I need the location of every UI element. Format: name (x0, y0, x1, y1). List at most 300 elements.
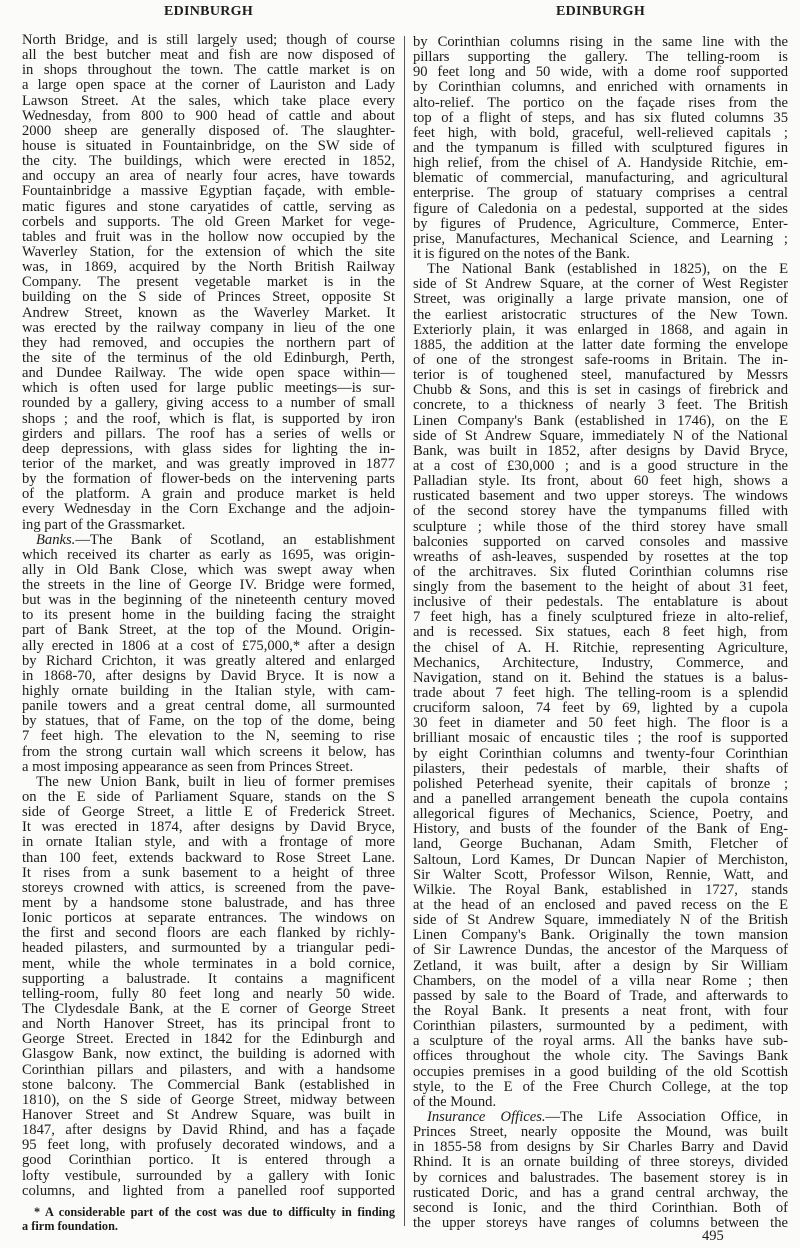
text-line (22, 472, 395, 487)
text-line (22, 896, 395, 911)
text-line (22, 245, 395, 260)
text-line (22, 1169, 395, 1184)
line-text: telling-room, fully 80 feet long and nearly 50 wide. (22, 985, 395, 1002)
line-text: figure of Caledonia on a pedestal, supported at the sides (413, 200, 788, 217)
line-text: Bank, was built in 1852, after designs by David Bryce, (413, 442, 788, 459)
line-text: by eight Corinthian columns and twenty-four Corinthian (413, 745, 788, 762)
line-text: in 1855-58 from designs by Sir Charles Barry and David (413, 1139, 788, 1156)
line-text: to its present home in the building facing the straight (22, 607, 395, 624)
line-text: The National Bank (established in 1825), on the E (427, 261, 788, 278)
line-text: History, and busts of the founder of the Bank of Eng- (413, 821, 788, 838)
text-line (413, 217, 788, 232)
line-text: high relief, from the chisel of A. Handyside Ritchie, em- (413, 155, 788, 172)
line-text: by Corinthian columns, and enriched with ornaments in (413, 79, 788, 96)
line-text: cruciform saloon, 74 feet by 69, lighted by a cupola (413, 700, 788, 717)
line-text: pilasters, their pedestals of marble, their shafts of (413, 760, 788, 777)
text-line (413, 837, 788, 852)
line-text: second is Ionic, and the third Corinthian. Both of (413, 1199, 788, 1216)
line-text: ally erected in 1806 at a cost of £75,000,* after a design (22, 637, 395, 654)
text-line (22, 1184, 395, 1199)
text-line (413, 1201, 788, 1216)
line-text: good Corinthian portico. It is entered through a (22, 1152, 395, 1169)
line-text: of the architraves. Six fluted Corinthian columns rise (413, 563, 788, 580)
line-text: a large open space at the corner of Lauriston and Lady (22, 77, 395, 94)
text-line (413, 80, 788, 95)
line-text: every Wednesday in the Corn Exchange and the adjoin- (22, 501, 395, 518)
text-line (22, 1032, 395, 1047)
text-line (22, 1093, 395, 1108)
line-text: which received its charter as early as 1695, was origin- (22, 546, 395, 563)
line-text: —The Life Association Office, in (545, 1108, 788, 1125)
text-line (22, 381, 395, 396)
text-line (413, 1186, 788, 1201)
line-text: the site of the terminus of the old Edinburgh, Perth, (22, 349, 395, 366)
text-line (22, 533, 395, 548)
line-text: terior is of toughened steel, manufactured by Messrs (413, 367, 788, 384)
text-line (413, 35, 788, 50)
line-text: shops ; and the roof, which is flat, is supported by iron (22, 410, 395, 427)
text-line (413, 1080, 788, 1095)
line-text: 1885, the addition at the latter date forming the envelope (413, 336, 788, 353)
text-line (22, 502, 395, 517)
line-text: building on the S side of Princes Street, opposite St (22, 289, 395, 306)
text-line (22, 518, 395, 533)
text-line (22, 820, 395, 835)
line-text: The Clydesdale Bank, at the E corner of George Street (22, 1001, 395, 1017)
text-line (413, 186, 788, 201)
line-text: ment, while the whole terminates in a bold cornice, (22, 955, 395, 972)
text-line (413, 974, 788, 989)
text-line (22, 1153, 395, 1168)
text-line (22, 911, 395, 926)
text-line (22, 745, 395, 760)
text-line (413, 928, 788, 943)
text-line (22, 578, 395, 593)
line-text: ally in Old Bank Close, which was swept away when (22, 561, 395, 578)
text-line (413, 610, 788, 625)
line-text: 90 feet long and 50 wide, with a dome roof supported (413, 64, 788, 81)
line-text: in 1868-70, after designs by David Bryce. It is now a (22, 667, 395, 684)
text-line (22, 866, 395, 881)
text-line (413, 368, 788, 383)
line-text: balconies supported on carved consoles and massive (413, 533, 788, 550)
text-line (413, 701, 788, 716)
text-line (413, 383, 788, 398)
line-text: 1810), on the S side of George Street, midway between (22, 1091, 395, 1108)
text-line (22, 881, 395, 896)
text-line (22, 608, 395, 623)
text-line (22, 427, 395, 442)
line-text: 7 feet high. The elevation to the N, seeming to rise (22, 728, 395, 745)
text-line (22, 109, 395, 124)
line-text: side of St Andrew Square, at the corner of West Register (413, 276, 788, 293)
text-line (22, 987, 395, 1002)
line-text: and occupy an area of nearly four acres, have towards (22, 168, 395, 185)
line-text: the chisel of A. H. Ritchie, representing Agriculture, (413, 639, 788, 656)
text-line (22, 1002, 395, 1017)
line-text: was erected by the railway company in lieu of the one (22, 319, 395, 336)
text-line (413, 747, 788, 762)
line-text: columns, and lighted from a panelled roof supported (22, 1182, 395, 1199)
text-line (413, 202, 788, 217)
line-text: girders and pillars. The roof has a series of wells or (22, 425, 395, 442)
text-line (413, 883, 788, 898)
text-line (413, 1019, 788, 1034)
text-line (22, 154, 395, 169)
line-text: —The Bank of Scotland, an establishment (75, 531, 395, 548)
text-line (413, 323, 788, 338)
line-text: wreaths of ash-leaves, suspended by rosettes at the top (413, 548, 788, 565)
text-line (413, 913, 788, 928)
text-line (413, 1140, 788, 1155)
text-line (22, 790, 395, 805)
text-line (413, 580, 788, 595)
line-text: terior of the market, and was greatly improved in 1877 (22, 455, 395, 472)
line-text: highly ornate building in the Italian style, with cam- (22, 683, 395, 700)
line-text: Exteriorly plain, it was enlarged in 1868, and again in (413, 321, 788, 338)
text-line (22, 1078, 395, 1093)
line-text: top of a flight of steps, and has six fluted columns 35 (413, 109, 788, 126)
text-line (22, 729, 395, 744)
line-text: and the tympanum is filled with sculptured figures in (413, 139, 788, 156)
line-text: It was erected in 1874, after designs by David Bryce, (22, 819, 395, 836)
text-line (22, 1123, 395, 1138)
column-divider (404, 36, 405, 1226)
line-text: the streets in the line of George IV. Bridge were formed, (22, 577, 395, 594)
text-line (413, 550, 788, 565)
text-line (22, 457, 395, 472)
footnote-line: * A considerable part of the cost was due to difficulty in finding (34, 1205, 395, 1219)
text-line (413, 943, 788, 958)
line-text: Chubb & Sons, and this is set in casings of firebrick and (413, 382, 788, 399)
line-text: North Bridge, and is still largely used; though of course (22, 32, 395, 48)
text-line (413, 1110, 788, 1125)
line-text: trade about 7 feet high. The telling-room is a splendid (413, 685, 788, 702)
line-text: ment by a handsome stone balustrade, and has three (22, 895, 395, 912)
line-text: stone balcony. The Commercial Bank (established in (22, 1076, 395, 1093)
text-column-right (413, 35, 788, 1231)
running-header-left: EDINBURGH (163, 4, 254, 19)
line-text: all the best butcher meat and fish are now disposed of (22, 47, 395, 64)
text-line (413, 156, 788, 171)
text-line (413, 65, 788, 80)
line-text: prise, Manufactures, Mechanical Science, and Learning ; (413, 230, 788, 247)
line-text: Princes Street, nearly opposite the Mound, was built (413, 1124, 788, 1141)
line-text: in ornate Italian style, and with a frontage of more (22, 834, 395, 851)
text-line (22, 184, 395, 199)
text-line (22, 487, 395, 502)
line-text: of Sir Lawrence Dundas, the ancestor of the Marquess of (413, 942, 788, 959)
text-line (22, 775, 395, 790)
line-text: but was in the beginning of the nineteenth century moved (22, 592, 395, 609)
line-text: by statues, that of Fame, on the top of the dome, being (22, 713, 395, 730)
text-line (22, 1108, 395, 1123)
line-text: alto-relief. The portico on the façade rises from the (413, 94, 788, 111)
line-text: the city. The buildings, which were erected in 1852, (22, 153, 395, 170)
text-line (413, 126, 788, 141)
line-text: side of George Street, a little E of Frederick Street. (22, 804, 395, 821)
text-line (22, 760, 395, 775)
text-line (413, 1004, 788, 1019)
text-line (22, 926, 395, 941)
line-text: a most imposing appearance as seen from Princes Street. (22, 758, 354, 775)
line-text: Sir Walter Scott, Professor Wilson, Rennie, Watt, and (413, 866, 788, 883)
text-line (413, 989, 788, 1004)
line-text: lofty vestibule, surrounded by a gallery with Ionic (22, 1167, 395, 1184)
line-text: side of St Andrew Square, immediately N of the National (413, 427, 788, 444)
text-line (22, 835, 395, 850)
line-text: rusticated basement and two upper storeys. The windows (413, 488, 788, 505)
text-line (22, 957, 395, 972)
line-text: Corinthian pilasters, surmounted by a pediment, with (413, 1018, 788, 1035)
line-text: house is situated in Fountainbridge, on the SW side of (22, 137, 395, 154)
line-text: style, to the E of the Free Church College, at the top (413, 1078, 788, 1095)
line-text: Lawson Street. At the sales, which take place every (22, 92, 395, 109)
line-text: allegorical figures of Mechanics, Science, Poetry, and (413, 806, 788, 823)
text-line (22, 396, 395, 411)
text-line (413, 716, 788, 731)
text-line (22, 563, 395, 578)
line-text: blematic of commercial, manufacturing, and agricultural (413, 170, 788, 187)
text-line (22, 260, 395, 275)
line-text: and Dundee Railway. The wide open space within— (22, 365, 395, 382)
text-line (413, 353, 788, 368)
text-line (413, 50, 788, 65)
text-line (413, 247, 788, 262)
text-line (413, 398, 788, 413)
section-heading: Banks. (36, 531, 76, 548)
line-text: 1847, after designs by David Rhind, and has a façade (22, 1122, 395, 1139)
line-text: at the head of an enclosed and paved recess on the E (413, 897, 788, 914)
line-text: 30 feet in diameter and 50 feet high. The floor is a (413, 715, 788, 732)
text-line (413, 338, 788, 353)
text-line (413, 656, 788, 671)
text-line (413, 504, 788, 519)
line-text: Street, was originally a large private mansion, one of (413, 291, 788, 308)
text-line (413, 277, 788, 292)
text-line (22, 230, 395, 245)
text-line (22, 639, 395, 654)
line-text: Andrew Street, known as the Waverley Market. It (22, 304, 395, 321)
running-header-right: EDINBURGH (555, 4, 646, 19)
line-text: pillars supporting the gallery. The telling-room is (413, 49, 788, 66)
line-text: by Corinthian columns rising in the same line with the (413, 34, 788, 50)
line-text: of the second storey have the tympanums filled with (413, 503, 788, 520)
line-text: the upper storeys have ranges of columns between the (413, 1214, 788, 1231)
text-line (413, 444, 788, 459)
line-text: Mechanics, Architecture, Industry, Commerce, and (413, 654, 788, 671)
text-line (22, 548, 395, 563)
line-text: panile towers and a great central dome, all surmounted (22, 698, 395, 715)
line-text: The new Union Bank, built in lieu of former premises (36, 773, 395, 790)
line-text: offices throughout the whole city. The Savings Bank (413, 1048, 788, 1065)
line-text: Company. The present vegetable market is in the (22, 274, 395, 291)
text-line (22, 139, 395, 154)
text-line (413, 853, 788, 868)
line-text: and North Hanover Street, has its principal front to (22, 1016, 395, 1033)
text-line (413, 414, 788, 429)
line-text: land, George Buchanan, Adam Smith, Fletcher of (413, 836, 788, 853)
text-line (22, 215, 395, 230)
text-line (413, 1216, 788, 1231)
line-text: of the Mound. (413, 1093, 497, 1110)
text-line (22, 941, 395, 956)
line-text: Corinthian pillars and pilasters, and with a handsome (22, 1061, 395, 1078)
line-text: rounded by a gallery, giving access to a number of small (22, 395, 395, 412)
line-text: concrete, to a thickness of nearly 3 feet. The British (413, 397, 788, 414)
text-line (413, 625, 788, 640)
line-text: singly from the basement to the height of about 31 feet, (413, 579, 788, 596)
text-line (413, 762, 788, 777)
line-text: of the platform. A grain and produce market is held (22, 486, 395, 503)
text-line (413, 777, 788, 792)
text-line (22, 169, 395, 184)
text-line (22, 684, 395, 699)
line-text: deep depressions, with glass sides for lighting the in- (22, 440, 395, 457)
text-line (22, 124, 395, 139)
text-column-left (22, 33, 395, 1199)
text-line (22, 623, 395, 638)
text-line (22, 336, 395, 351)
line-text: at a cost of £30,000 ; and is a good structure in the (413, 457, 788, 474)
text-line (413, 429, 788, 444)
line-text: the earliest aristocratic structures of the New Town. (413, 306, 788, 323)
section-heading: Insurance Offices. (427, 1108, 546, 1125)
line-text: brilliant mosaic of encaustic tiles ; the roof is supported (413, 730, 788, 747)
line-text: ing part of the Grassmarket. (22, 516, 186, 533)
text-line (413, 1155, 788, 1170)
line-text: it is figured on the notes of the Bank. (413, 245, 630, 262)
line-text: Wilkie. The Royal Bank, established in 1727, stands (413, 881, 788, 898)
text-line (413, 1125, 788, 1140)
line-text: feet high, with bold, graceful, well-relieved capitals ; (413, 124, 788, 141)
text-line (413, 822, 788, 837)
line-text: a sculpture of the royal arms. All the banks have sub- (413, 1033, 788, 1050)
line-text: Linen Company's Bank (established in 1746), on the E (413, 412, 788, 429)
line-text: by the formation of flower-beds on the intervening parts (22, 471, 395, 488)
line-text: headed pilasters, and surmounted by a triangular pedi- (22, 940, 395, 957)
text-line (22, 669, 395, 684)
text-line (22, 412, 395, 427)
line-text: supporting a balustrade. It contains a magnificent (22, 970, 395, 987)
text-line (413, 868, 788, 883)
line-text: Rhind. It is an ornate building of three storeys, divided (413, 1154, 788, 1171)
text-line (413, 520, 788, 535)
text-line (413, 671, 788, 686)
text-line (22, 1047, 395, 1062)
text-line (413, 459, 788, 474)
line-text: and a panelled arrangement beneath the cupola contains (413, 791, 788, 808)
line-text: corbels and supports. The old Green Market for vege- (22, 213, 395, 230)
footnote-line: a firm foundation. (22, 1219, 118, 1233)
text-line (22, 33, 395, 48)
line-text: Saltoun, Lord Kames, Dr Duncan Napier of Merchiston, (413, 851, 788, 868)
text-line (413, 731, 788, 746)
line-text: rusticated Doric, and has a grand central archway, the (413, 1184, 788, 1201)
line-text: on the E side of Parliament Square, stands on the S (22, 789, 395, 806)
line-text: tables and fruit was in the hollow now occupied by the (22, 228, 395, 245)
text-line (413, 1049, 788, 1064)
text-line (413, 141, 788, 156)
text-line (413, 1095, 788, 1110)
text-line (413, 807, 788, 822)
line-text: polished Peterhead syenite, their capitals of bronze ; (413, 775, 788, 792)
line-text: 7 feet high, has a finely sculptured frieze in alto-relief, (413, 609, 788, 626)
page-number: 495 (702, 1228, 724, 1244)
line-text: the first and second floors are each flanked by richly- (22, 925, 395, 942)
text-line (413, 292, 788, 307)
text-line (22, 351, 395, 366)
text-line (413, 489, 788, 504)
text-line (22, 805, 395, 820)
line-text: Chambers, on the model of a villa near Rome ; then (413, 972, 788, 989)
text-line (413, 898, 788, 913)
line-text: they had removed, and occupies the northern part of (22, 334, 395, 351)
line-text: George Street. Erected in 1842 for the Edinburgh and (22, 1031, 395, 1048)
text-line (413, 535, 788, 550)
line-text: Ionic porticos at separate entrances. The windows on (22, 910, 395, 927)
text-line (413, 1034, 788, 1049)
text-line (413, 111, 788, 126)
line-text: by cornices and balustrades. The basement storey is in (413, 1169, 788, 1186)
line-text: than 100 feet, extends backward to Rose Street Lane. (22, 849, 395, 866)
text-line (22, 714, 395, 729)
line-text: part of Bank Street, at the top of the Mound. Origin- (22, 622, 395, 639)
line-text: inclusive of their pedestals. The entablature is about (413, 594, 788, 611)
line-text: Linen Company's Bank. Originally the town mansion (413, 927, 788, 944)
line-text: and is recessed. Six statues, each 8 feet high, from (413, 624, 788, 641)
line-text: enterprise. The group of statuary comprises a central (413, 185, 788, 202)
line-text: storeys crowned with attics, is screened from the pave- (22, 879, 395, 896)
line-text: Zetland, it was built, after a design by Sir William (413, 957, 788, 974)
line-text: matic figures and stone caryatides of cattle, serving as (22, 198, 395, 215)
text-line (22, 1138, 395, 1153)
line-text: Glasgow Bank, now extinct, the building is adorned with (22, 1046, 395, 1063)
text-line (22, 654, 395, 669)
text-line (22, 321, 395, 336)
line-text: 2000 sheep are generally disposed of. The slaughter- (22, 122, 395, 139)
text-line (413, 262, 788, 277)
text-line (413, 641, 788, 656)
text-line (413, 1171, 788, 1186)
text-line (413, 96, 788, 111)
line-text: Navigation, stand on it. Behind the statues is a balus- (413, 669, 788, 686)
text-line (22, 851, 395, 866)
text-line (22, 290, 395, 305)
line-text: was, in 1869, acquired by the North British Railway (22, 259, 395, 276)
line-text: by figures of Prudence, Agriculture, Commerce, Enter- (413, 215, 788, 232)
line-text: Wednesday, from 800 to 900 head of cattle and about (22, 107, 395, 124)
text-line (413, 959, 788, 974)
text-line (22, 1017, 395, 1032)
text-line (413, 474, 788, 489)
text-line (413, 686, 788, 701)
text-line (413, 792, 788, 807)
text-line (413, 1065, 788, 1080)
line-text: of one of the strongest safe-rooms in Britain. The in- (413, 351, 788, 368)
text-line (22, 972, 395, 987)
line-text: occupies premises in a good building of the old Scottish (413, 1063, 788, 1080)
line-text: in shops throughout the town. The cattle market is on (22, 62, 395, 79)
line-text: Palladian style. Its front, about 60 feet high, shows a (413, 473, 788, 490)
text-line (22, 366, 395, 381)
line-text: by Richard Crichton, it was greatly altered and enlarged (22, 652, 395, 669)
line-text: It rises from a sunk basement to a height of three (22, 864, 395, 881)
text-line (22, 593, 395, 608)
text-line (22, 94, 395, 109)
line-text: passed by sale to the Board of Trade, and afterwards to (413, 987, 788, 1004)
line-text: Waverley Station, for the extension of which the site (22, 243, 395, 260)
